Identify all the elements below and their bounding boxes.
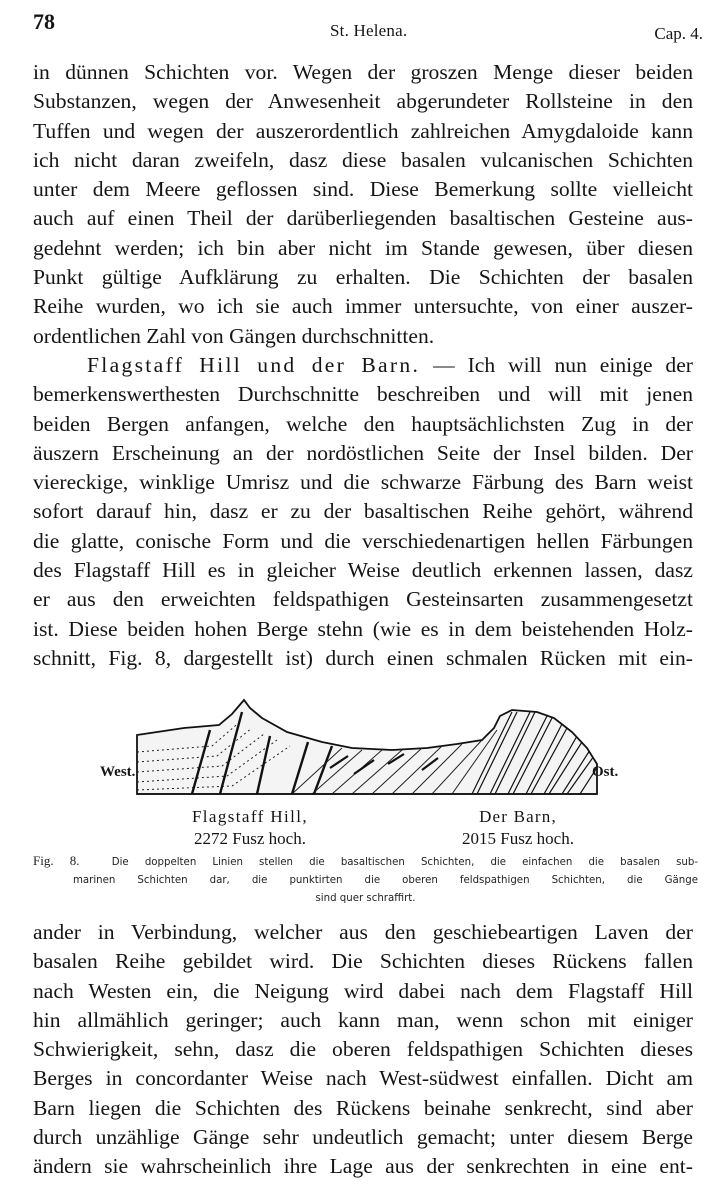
text-line: bemerkenswerthesten Durchschnitte beschreiben und will mit jenen — [33, 382, 693, 407]
text-line: hin allmählich geringer; auch kann man, wenn schon mit einiger — [33, 1007, 693, 1032]
flagstaff-hill-name: Flagstaff Hill, — [191, 807, 309, 826]
text-line: basalen Reihe gebildet wird. Die Schichten dieses Rückens fallen — [33, 949, 693, 974]
text-line: Punkt gültige Aufklärung zu erhalten. Die Schichten der basalen — [33, 265, 693, 290]
text-line: ander in Verbindung, welcher aus den geschiebeartigen Laven der — [33, 920, 693, 944]
text-line: ist. Diese beiden hohen Berge stehn (wie es in dem beistehenden Holz- — [33, 616, 693, 641]
text-line: Substanzen, wegen der Anwesenheit abgerundeter Rollsteine in den — [33, 89, 693, 114]
text-line: gedehnt werden; ich bin aber nicht im Stande gewesen, über diesen — [33, 235, 693, 260]
barn-height: 2015 Fusz hoch. — [462, 829, 574, 848]
upper-paragraphs — [33, 58, 693, 673]
section-first-line — [33, 351, 693, 380]
page-header — [33, 9, 703, 47]
text-line: die glatte, conische Form und die verschiedenartigen hellen Färbungen — [33, 528, 693, 553]
text-line: auch auf einen Theil der darüberliegenden basaltischen Gesteine aus- — [33, 206, 693, 231]
text-line: des Flagstaff Hill es in gleicher Weise deutlich erkennen lassen, dasz — [33, 558, 693, 583]
east-label: Ost. — [592, 764, 619, 780]
text-line: schnitt, Fig. 8, dargestellt ist) durch einen schmalen Rücken mit ein- — [33, 645, 693, 670]
text-line: beiden Bergen anfangen, welche den hauptsächlichsten Zug in der — [33, 411, 693, 436]
text-line: er aus den erweichten feldspathigen Gesteinsarten zusammengesetzt — [33, 587, 693, 612]
text-line: ich nicht daran zweifeln, dasz diese basalen vulcanischen Schichten — [33, 147, 693, 172]
text-line: Tuffen und wegen der auszerordentlich zahlreichen Amygdaloide kann — [33, 118, 693, 143]
text-line: Schwierigkeit, sehn, dasz die oberen feldspathigen Schichten dieses — [33, 1037, 693, 1062]
page-number: 78 — [33, 9, 55, 34]
text-line: sofort darauf hin, dasz er zu der basaltischen Reihe gehört, während — [33, 499, 693, 524]
flagstaff-hill-height: 2272 Fusz hoch. — [194, 829, 306, 848]
lower-paragraph — [33, 918, 693, 1182]
text-line: Reihe wurden, wo ich sie auch immer untersuchte, von einer auszer- — [33, 294, 693, 319]
text-line: viereckige, winklige Umrisz und die schwarze Färbung des Barn weist — [33, 470, 693, 495]
text-line: äuszern Erscheinung an der nordöstlichen Seite der Insel bilden. Der — [33, 440, 693, 465]
text-line: ordentlichen Zahl von Gängen durchschnitten. — [33, 323, 435, 348]
caption-text: Die doppelten Linien stellen die basaltischen Schichten, die einfachen die basalen sub- — [111, 857, 698, 868]
text-line: ändern sie wahrscheinlich ihre Lage aus der senkrechten in eine ent- — [33, 1154, 693, 1179]
section-heading: Flagstaff Hill und der Barn. — [87, 352, 421, 377]
caption-line — [33, 852, 698, 872]
text-line: in dünnen Schichten vor. Wegen der groszen Menge dieser beiden — [33, 60, 693, 84]
caption-line: sind quer schraffirt. — [315, 893, 416, 904]
text-line: durch unzählige Gänge sehr undeutlich gemacht; unter diesem Berge — [33, 1125, 693, 1150]
chapter-label: Cap. 4. — [654, 24, 703, 43]
text-line: unter dem Meere geflossen sind. Diese Bemerkung sollte vielleicht — [33, 177, 693, 202]
barn-name: Der Barn, — [479, 807, 557, 826]
figure-number: Fig. 8. — [33, 853, 80, 868]
caption-line: marinen Schichten dar, die punktirten die oberen feldspathigen Schichten, die Gänge — [73, 875, 698, 886]
west-label: West. — [100, 764, 136, 780]
text-line: Barn liegen die Schichten des Rückens beinahe senkrecht, sind aber — [33, 1095, 693, 1120]
section-first-line-rest: — Ich will nun einige der — [433, 352, 693, 377]
text-line: nach Westen ein, die Neigung wird dabei nach dem Flagstaff Hill — [33, 978, 693, 1003]
text-line: Berges in concordanter Weise nach West-südwest einfallen. Dicht am — [33, 1066, 693, 1091]
figure-caption — [33, 852, 698, 908]
running-title: St. Helena. — [330, 21, 408, 40]
